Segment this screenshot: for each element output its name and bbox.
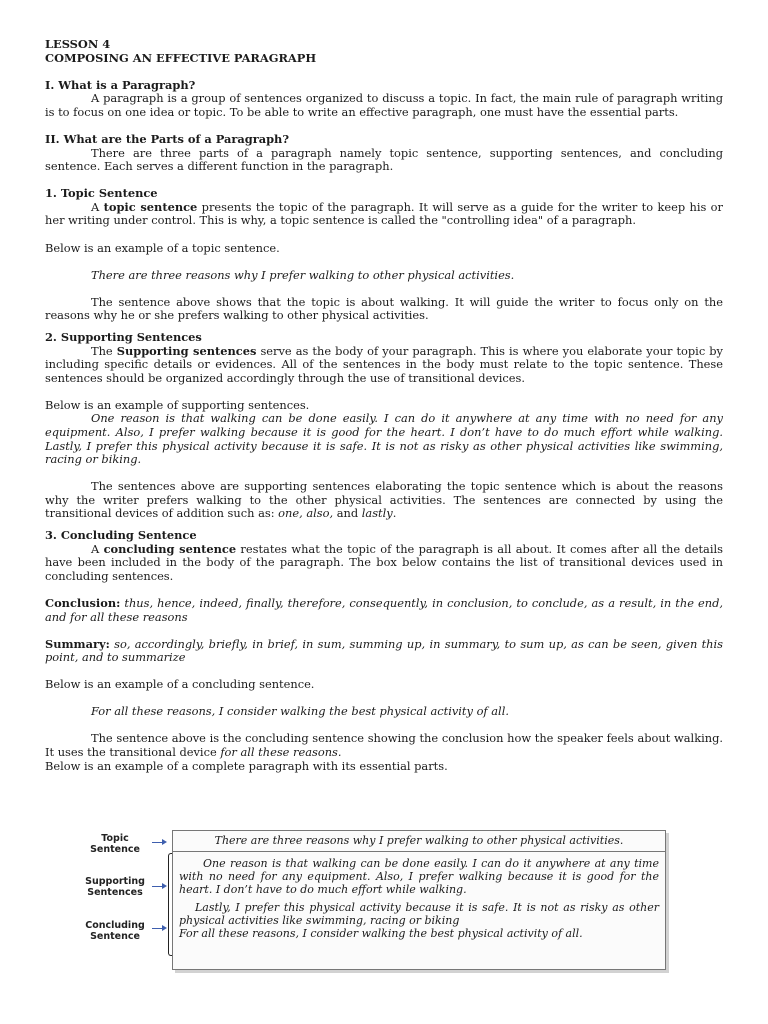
paragraph-supporting-def: The Supporting sentences serve as the body of your paragraph. This is where you elaborate your topic by including specific details or evidences. All of the sentences in the body must relate to the topic sentence. These sentences should be organized accordingly through the use of transitional devices. xyxy=(45,343,723,385)
heading-topic-sentence: 1. Topic Sentence xyxy=(45,186,158,201)
concluding-example-intro: Below is an example of a concluding sentence. xyxy=(45,677,315,692)
paragraph-parts-diagram xyxy=(80,830,680,978)
box-supporting-2: Lastly, I prefer this physical activity because it is safe. It is not as risky as other physical activities like swimming, racing or biking xyxy=(179,901,659,927)
concluding-explanation: The sentence above is the concluding sentence showing the conclusion how the speaker feels about walking. It uses the transitional device for all these reasons. xyxy=(45,731,723,760)
topic-example-intro: Below is an example of a topic sentence. xyxy=(45,240,280,255)
supporting-example-intro: Below is an example of supporting sentences. xyxy=(45,397,310,412)
summary-devices: Summary: so, accordingly, briefly, in brief, in sum, summing up, in summary, to sum up, as can be seen, given this point, and to summarize xyxy=(45,636,723,665)
paragraph-parts: There are three parts of a paragraph namely topic sentence, supporting sentences, and concluding sentence. Each serves a different function in the paragraph. xyxy=(45,145,723,174)
lesson-title: COMPOSING AN EFFECTIVE PARAGRAPH xyxy=(45,50,317,65)
paragraph-definition: A paragraph is a group of sentences organized to discuss a topic. In fact, the main rule of paragraph writing is to focus on one idea or topic. To be able to write an effective paragraph, one must have the essential parts. xyxy=(45,91,723,119)
heading-supporting-sentences: 2. Supporting Sentences xyxy=(45,329,202,344)
arrow-topic-icon xyxy=(152,842,164,843)
label-topic-sentence: Topic Sentence xyxy=(90,833,140,855)
topic-example: There are three reasons why I prefer walking to other physical activities. xyxy=(91,267,515,282)
complete-paragraph-intro: Below is an example of a complete paragraph with its essential parts. xyxy=(45,758,448,773)
box-body xyxy=(179,857,659,940)
paragraph-concluding-def: A concluding sentence restates what the topic of the paragraph is all about. It comes after all the details have been included in the body of the paragraph. The box below contains the list of transitional devices used in concluding sentences. xyxy=(45,541,723,583)
conclusion-devices: Conclusion: thus, hence, indeed, finally, therefore, consequently, in conclusion, to conclude, as a result, in the end, and for all these reasons xyxy=(45,595,723,624)
label-supporting-sentences: Supporting Sentences xyxy=(85,876,145,898)
supporting-example: One reason is that walking can be done easily. I can do it anywhere at any time with no need for any equipment. Also, I prefer walking because it is good for the heart. I don’t have to do much effort while walking. Lastly, I prefer this physical activity because it is safe. It is not as risky as other physical activities like swimming, racing or biking. xyxy=(45,411,723,467)
box-supporting-1: One reason is that walking can be done easily. I can do it anywhere at any time with no need for any equipment. Also, I prefer walking because it is good for the heart. I don’t have to do much effort while walking. xyxy=(179,857,659,896)
box-concluding-sentence: For all these reasons, I consider walking the best physical activity of all. xyxy=(179,927,583,940)
supporting-explanation: The sentences above are supporting sentences elaborating the topic sentence which is about the reasons why the writer prefers walking to the other physical activities. The sentences are connected by using the transitional devices of addition such as: one, also, and lastly. xyxy=(45,479,723,521)
arrow-concluding-icon xyxy=(152,928,164,929)
arrow-supporting-icon xyxy=(152,886,164,887)
box-topic-sentence: There are three reasons why I prefer walking to other physical activities. xyxy=(173,831,665,852)
topic-explanation: The sentence above shows that the topic is about walking. It will guide the writer to focus only on the reasons why he or she prefers walking to other physical activities. xyxy=(45,294,723,323)
lesson-number: LESSON 4 xyxy=(45,37,111,51)
paragraph-topic-sentence-def: A topic sentence presents the topic of the paragraph. It will serve as a guide for the writer to keep his or her writing under control. This is why, a topic sentence is called the "controlling idea" of a paragraph. xyxy=(45,199,723,228)
heading-concluding-sentence: 3. Concluding Sentence xyxy=(45,528,197,543)
label-concluding-sentence: Concluding Sentence xyxy=(85,920,145,942)
paragraph-example-box xyxy=(172,830,666,970)
section-heading-what-is-paragraph: I. What is a Paragraph? xyxy=(45,77,196,92)
concluding-example: For all these reasons, I consider walking the best physical activity of all. xyxy=(91,704,509,719)
section-heading-parts: II. What are the Parts of a Paragraph? xyxy=(45,131,289,146)
